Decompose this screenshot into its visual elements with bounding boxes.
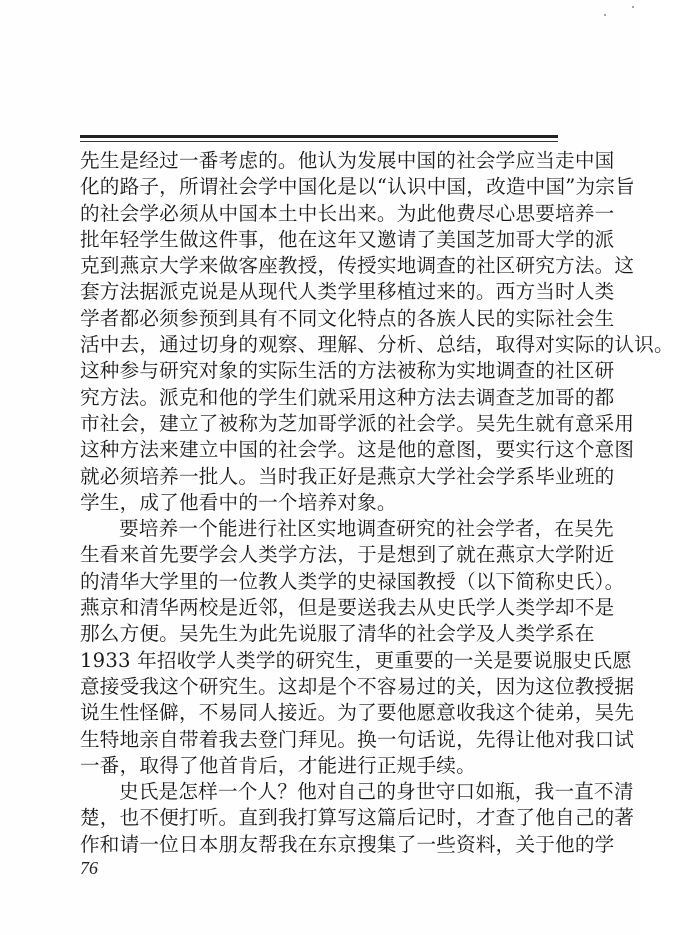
text-line: 的社会学必须从中国本土中长出来。为此他费尽心思要培养一	[80, 201, 615, 225]
text-line: 说生性怪僻，不易同人接近。为了要他愿意收我这个徒弟，吴先	[80, 701, 635, 725]
text-line: 套方法据派克说是从现代人类学里移植过来的。西方当时人类	[80, 280, 615, 304]
text-line: 究方法。派克和他的学生们就采用这种方法去调查芝加哥的都	[80, 385, 615, 409]
text-line-paragraph-start: 史氏是怎样一个人？他对自己的身世守口如瓶，我一直不清	[119, 780, 634, 804]
page-number: 76	[80, 858, 98, 878]
text-line: 生特地亲自带着我去登门拜见。换一句话说，先得让他对我口试	[80, 727, 635, 751]
text-line: 这种参与研究对象的实际生活的方法被称为实地调查的社区研	[80, 359, 615, 383]
scan-speck	[604, 14, 606, 16]
text-line: 那么方便。吴先生为此先说服了清华的社会学及人类学系在	[80, 622, 595, 646]
text-line: 市社会，建立了被称为芝加哥学派的社会学。吴先生就有意采用	[80, 411, 635, 435]
text-line: 意接受我这个研究生。这却是个不容易过的关，因为这位教授据	[80, 674, 635, 698]
header-rule-thick	[80, 135, 558, 138]
text-line: 化的路子，所谓社会学中国化是以“认识中国，改造中国”为宗旨	[80, 175, 635, 199]
text-line: 的清华大学里的一位教人类学的史禄国教授（以下简称史氏）。	[80, 569, 625, 593]
text-line: 批年轻学生做这件事，他在这年又邀请了美国芝加哥大学的派	[80, 227, 615, 251]
text-line: 楚，也不便打听。直到我打算写这篇后记时，才查了他自己的著	[80, 806, 635, 830]
text-line: 燕京和清华两校是近邻，但是要送我去从史氏学人类学却不是	[80, 596, 615, 620]
text-line: 先生是经过一番考虑的。他认为发展中国的社会学应当走中国	[80, 149, 615, 172]
text-line: 学者都必须参预到具有不同文化特点的各族人民的实际社会生	[80, 306, 615, 330]
text-line: 作和请一位日本朋友帮我在东京搜集了一些资料，关于他的学	[80, 832, 615, 856]
text-line-paragraph-start: 要培养一个能进行社区实地调查研究的社会学者，在吴先	[119, 517, 614, 541]
scan-speck	[632, 6, 634, 8]
text-line: 就必须培养一批人。当时我正好是燕京大学社会学系毕业班的	[80, 464, 615, 488]
text-line: 克到燕京大学来做客座教授，传授实地调查的社区研究方法。这	[80, 254, 635, 278]
text-line: 活中去，通过切身的观察、理解、分析、总结，取得对实际的认识。	[80, 333, 674, 357]
text-line: 1933 年招收学人类学的研究生，更重要的一关是要说服史氏愿	[80, 648, 632, 672]
body-text	[80, 148, 674, 858]
text-line-paragraph-end: 一番，取得了他首肯后，才能进行正规手续。	[80, 753, 476, 777]
text-line-paragraph-end: 学生，成了他看中的一个培养对象。	[80, 490, 397, 514]
text-line: 生看来首先要学会人类学方法，于是想到了就在燕京大学附近	[80, 543, 615, 567]
header-rule-thin	[80, 141, 558, 142]
text-line: 这种方法来建立中国的社会学。这是他的意图，要实行这个意图	[80, 438, 635, 462]
